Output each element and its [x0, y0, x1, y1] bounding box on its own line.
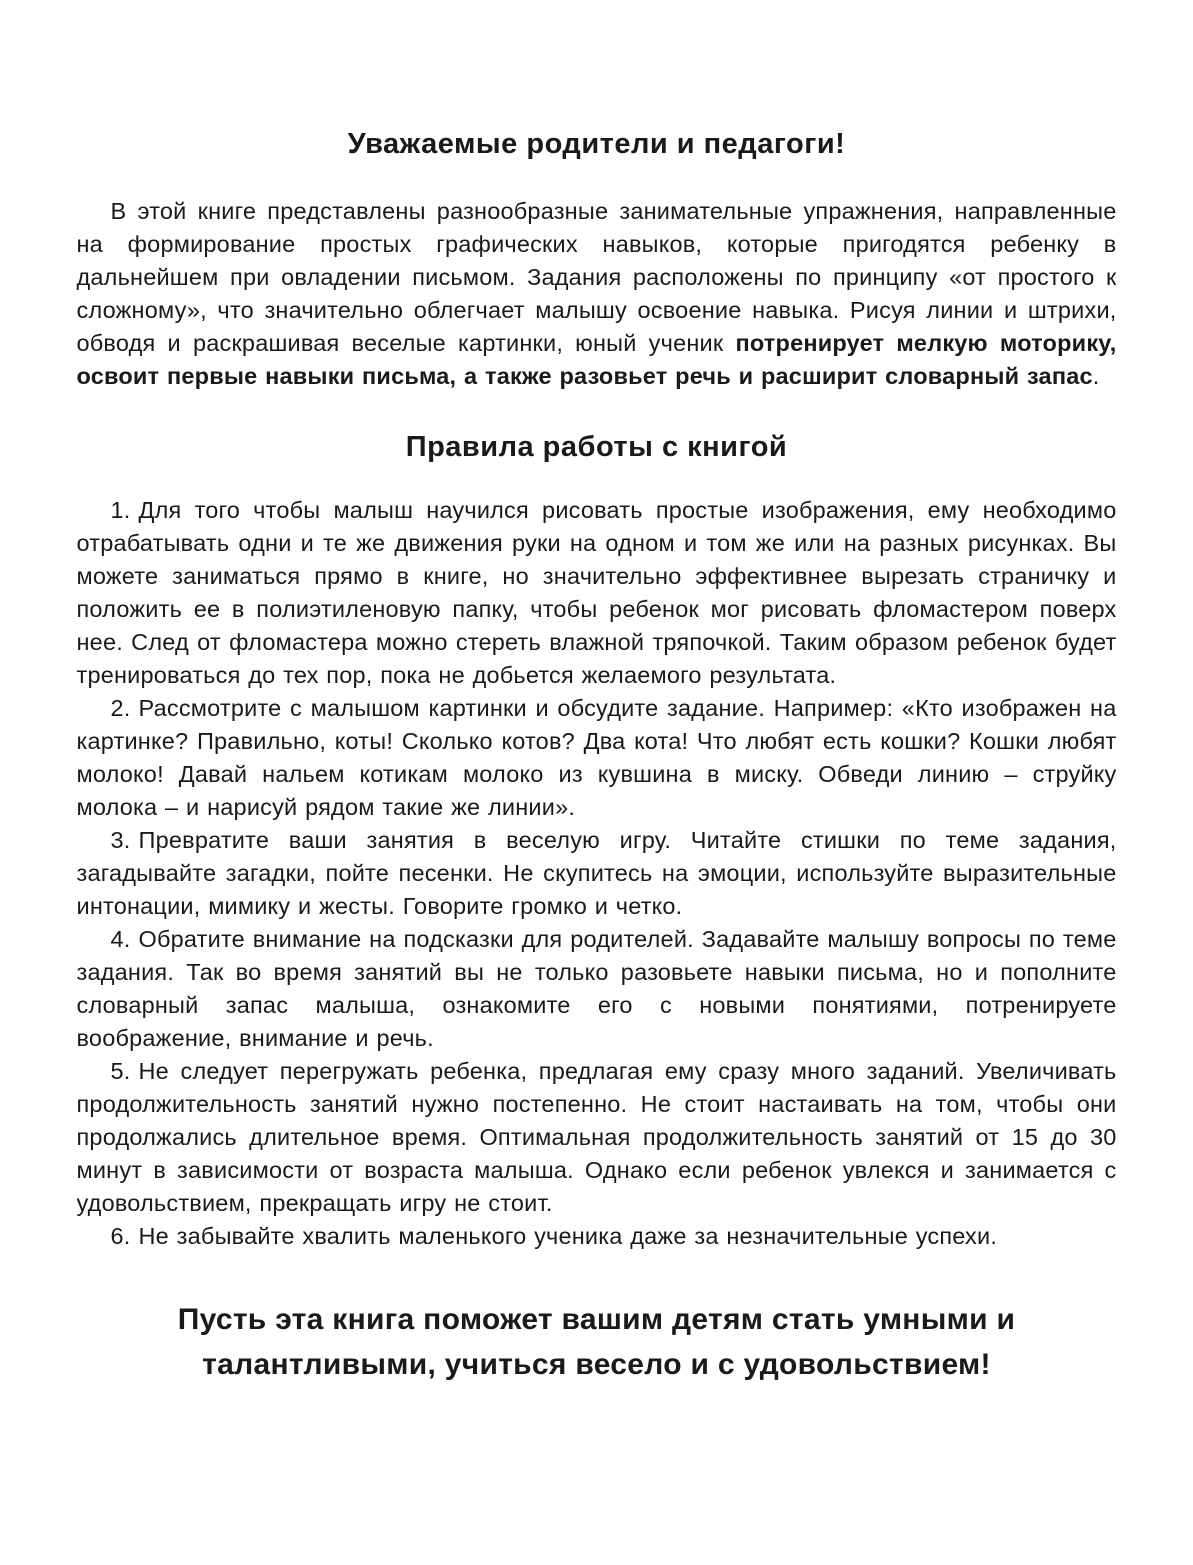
rule-number: 3.	[110, 827, 131, 853]
intro-paragraph	[77, 195, 1117, 393]
rule-text: Не забывайте хвалить маленького ученика даже за незначительные успехи.	[138, 1223, 998, 1249]
rule-text: Обратите внимание на подсказки для родителей. Задавайте малышу вопросы по теме задания. Так во время занятий вы не только разовьете навыки письма, но и пополните словарный запас малыша, ознакомите его с новыми понятиями, потренируете воображение, внимание и речь.	[76, 926, 1117, 1051]
rule-number: 2.	[110, 695, 131, 721]
intro-text: В этой книге представлены разнообразные занимательные упражнения, направленные на формирование простых графических навыков, которые пригодятся ребенку в дальнейшем при овладении письмом. Задания расположены по принципу «от простого к сложному», что значительно облегчает малышу освоение навыка. Рисуя линии и штрихи, обводя и раскрашивая веселые картинки, юный ученик	[76, 198, 1117, 356]
rule-text: Не следует перегружать ребенка, предлагая ему сразу много заданий. Увеличивать продолжительность занятий нужно постепенно. Не стоит настаивать на том, чтобы они продолжались длительное время. Оптимальная продолжительность занятий от 15 до 30 минут в зависимости от возраста малыша. Однако если ребенок увлекся и занимается с удовольствием, прекращать игру не стоит.	[76, 1058, 1117, 1216]
book-page	[77, 0, 1117, 1387]
rule-item-2	[77, 692, 1117, 824]
rule-number: 1.	[110, 497, 131, 523]
rule-text: Рассмотрите с малышом картинки и обсудите задание. Например: «Кто изображен на картинке? Правильно, коты! Сколько котов? Два кота! Что любят есть кошки? Кошки любят молоко! Давай нальем котикам молоко из кувшина в миску. Обведи линию – струйку молока – и нарисуй рядом такие же линии».	[76, 695, 1117, 820]
page-title: Уважаемые родители и педагоги!	[347, 128, 846, 160]
rule-item-4	[77, 923, 1117, 1055]
intro-text-bold: потренирует мелкую моторику, освоит первые навыки письма, а также разовьет речь и расширит словарный запас	[76, 330, 1117, 389]
rule-number: 6.	[110, 1223, 131, 1249]
rules-heading: Правила работы с книгой	[405, 431, 788, 463]
rule-item-3	[77, 824, 1117, 923]
rule-text: Для того чтобы малыш научился рисовать простые изображения, ему необходимо отрабатывать одни и те же движения руки на одном и том же или на разных рисунках. Вы можете заниматься прямо в книге, но значительно эффективнее вырезать страничку и положить ее в полиэтиленовую папку, чтобы ребенок мог рисовать фломастером поверх нее. След от фломастера можно стереть влажной тряпочкой. Таким образом ребенок будет тренироваться до тех пор, пока не добьется желаемого результата.	[76, 497, 1117, 688]
rule-item-5	[77, 1055, 1117, 1220]
intro-text-period: .	[1092, 363, 1100, 389]
closing-text: Пусть эта книга поможет вашим детям стать умными и талантливыми, учиться весело и с удовольствием!	[177, 1303, 1016, 1381]
rule-text: Превратите ваши занятия в веселую игру. Читайте стишки по теме задания, загадывайте загадки, пойте песенки. Не скупитесь на эмоции, используйте выразительные интонации, мимику и жесты. Говорите громко и четко.	[76, 827, 1117, 919]
rule-number: 4.	[110, 926, 131, 952]
rule-number: 5.	[110, 1058, 131, 1084]
rule-item-1	[77, 494, 1117, 692]
rules-list	[77, 494, 1117, 1253]
rule-item-6	[77, 1220, 1117, 1253]
